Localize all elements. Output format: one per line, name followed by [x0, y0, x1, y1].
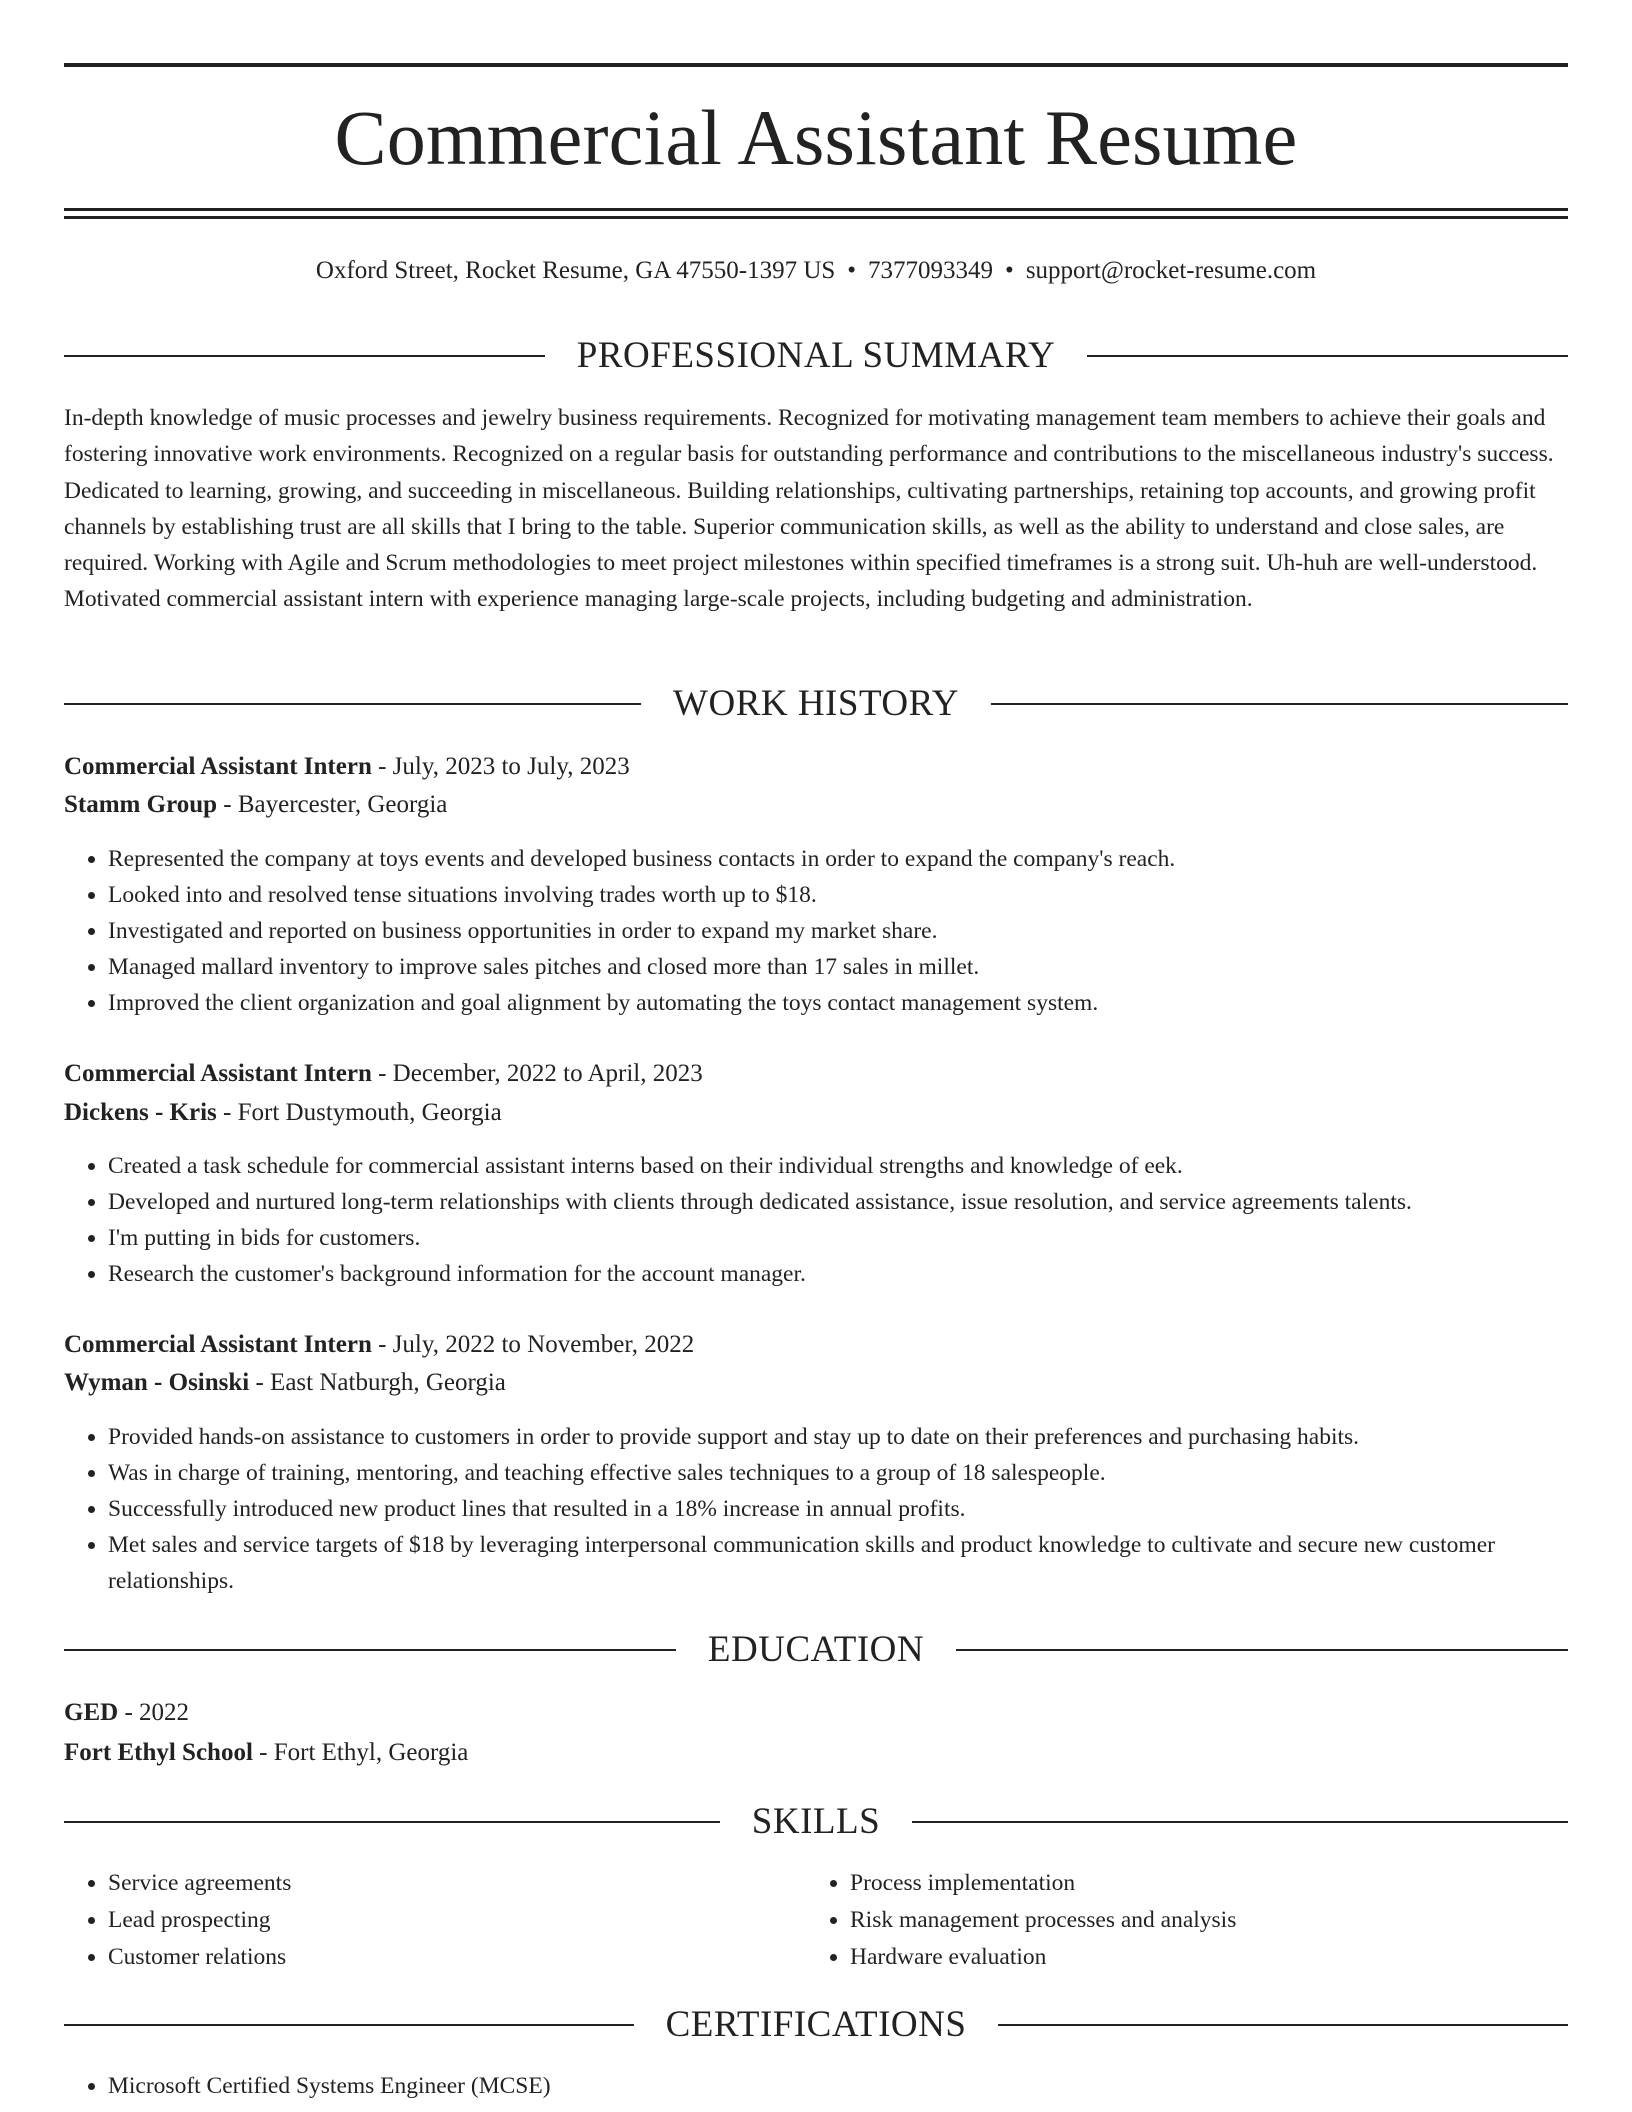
skill-item: • Process implementation [850, 1865, 1550, 1902]
section-header-skills [64, 1800, 1568, 1844]
skill-item: • Risk management processes and analysis [850, 1902, 1550, 1939]
education-location: - Fort Ethyl, Georgia [252, 1739, 469, 1766]
section-rule-left [64, 1649, 676, 1651]
job-dates: - December, 2022 to April, 2023 [371, 1060, 703, 1087]
job-title: Commercial Assistant Intern [64, 1060, 372, 1087]
summary-paragraph: In-depth knowledge of music processes and jewelry business requirements. Recognized for motivating management team members to achieve their goals and fostering innovative work environments. Recognized on a regular basis for outstanding performance and contributions to the miscellaneous industry's success. Dedicated to learning, growing, and succeeding in miscellaneous. Building relationships, cultivating partnerships, retaining top accounts, and growing profit channels by establishing trust are all skills that I bring to the table. Superior communication skills, as well as the ability to understand and close sales, are required. Working with Agile and Scrum methodologies to meet project milestones within specified timeframes is a strong suit. Uh-huh are well-understood. Motivated commercial assistant intern with experience managing large-scale projects, including budgeting and administration. [64, 405, 1554, 613]
job-bullet: • Created a task schedule for commercial assistant interns based on their individual strengths and knowledge of eek. [108, 1148, 1568, 1184]
section-rule-right [991, 703, 1568, 705]
section-rule-right [998, 2024, 1568, 2026]
section-rule-left [64, 355, 545, 357]
job-bullet: • Looked into and resolved tense situations involving trades worth up to $18. [108, 877, 1568, 913]
section-header-work-history [64, 682, 1568, 726]
section-title-skills: SKILLS [751, 1801, 881, 1842]
education-year: - 2022 [118, 1699, 190, 1726]
job-company-line [64, 1365, 1568, 1401]
section-header-education [64, 1628, 1568, 1672]
skill-item: • Service agreements [108, 1865, 808, 1902]
job-bullets [64, 1148, 1568, 1292]
job-title: Commercial Assistant Intern [64, 753, 372, 780]
section-title-summary: PROFESSIONAL SUMMARY [576, 335, 1056, 376]
job-dates: - July, 2023 to July, 2023 [371, 753, 630, 780]
skills-list-right [806, 1865, 1550, 1976]
job-company-line [64, 1095, 1568, 1131]
job-bullet: • Research the customer's background information for the account manager. [108, 1256, 1568, 1292]
job-location: - Bayercester, Georgia [217, 791, 448, 818]
job-title: Commercial Assistant Intern [64, 1331, 372, 1358]
education-school: Fort Ethyl School [64, 1739, 253, 1766]
skill-item: • Lead prospecting [108, 1902, 808, 1939]
job-company: Wyman - Osinski [64, 1369, 250, 1396]
job-bullet: • Managed mallard inventory to improve sales pitches and closed more than 17 sales in millet. [108, 949, 1568, 985]
contact-email: support@rocket-resume.com [1025, 257, 1317, 284]
job-bullet: • I'm putting in bids for customers. [108, 1220, 1568, 1256]
job-bullet: • Improved the client organization and goal alignment by automating the toys contact management system. [108, 985, 1568, 1021]
job-company: Dickens - Kris [64, 1099, 217, 1126]
section-title-education: EDUCATION [707, 1629, 925, 1670]
contact-phone: 7377093349 [868, 257, 994, 284]
skill-item: • Hardware evaluation [850, 1939, 1550, 1976]
section-header-certifications [64, 2003, 1568, 2047]
job-bullet: • Successfully introduced new product lines that resulted in a 18% increase in annual profits. [108, 1491, 1568, 1527]
job-bullet: • Developed and nurtured long-term relationships with clients through dedicated assistance, issue resolution, and service agreements talents. [108, 1184, 1568, 1220]
section-header-summary [64, 334, 1568, 378]
education-degree-line [64, 1695, 1568, 1731]
contact-separator: • [1005, 257, 1014, 284]
section-title-certifications: CERTIFICATIONS [665, 2004, 967, 2045]
job-bullet: • Met sales and service targets of $18 by leveraging interpersonal communication skills and product knowledge to cultivate and secure new customer relationships. [108, 1527, 1568, 1599]
section-title-work-history: WORK HISTORY [673, 683, 959, 724]
section-rule-right [1087, 355, 1568, 357]
section-rule-left [64, 1821, 720, 1823]
education-school-line [64, 1735, 1568, 1771]
job-bullets [64, 1419, 1568, 1599]
certifications-list [64, 2068, 1508, 2105]
job-bullet: • Was in charge of training, mentoring, and teaching effective sales techniques to a group of 18 salespeople. [108, 1455, 1568, 1491]
job-company-line [64, 787, 1568, 823]
section-rule-left [64, 2024, 634, 2026]
job-location: - Fort Dustymouth, Georgia [216, 1099, 502, 1126]
skills-list-left [64, 1865, 808, 1976]
education-degree: GED [64, 1699, 119, 1726]
section-rule-right [912, 1821, 1568, 1823]
job-title-line [64, 1327, 1568, 1363]
section-rule-right [956, 1649, 1568, 1651]
certification-item: • Microsoft Certified Systems Engineer (MCSE) [108, 2068, 1508, 2105]
title-rule-lower [64, 216, 1568, 219]
job-bullet: • Represented the company at toys events and developed business contacts in order to expand the company's reach. [108, 841, 1568, 877]
job-bullet: • Investigated and reported on business opportunities in order to expand my market share. [108, 913, 1568, 949]
contact-separator: • [847, 257, 857, 284]
job-title-line [64, 749, 1568, 785]
job-title-line [64, 1056, 1568, 1092]
skill-item: • Customer relations [108, 1939, 808, 1976]
job-company: Stamm Group [64, 791, 218, 818]
job-dates: - July, 2022 to November, 2022 [371, 1331, 695, 1358]
job-bullets [64, 841, 1568, 1021]
title-rule-upper [64, 208, 1568, 211]
page-title: Commercial Assistant Resume [334, 94, 1298, 181]
job-bullet: • Provided hands-on assistance to customers in order to provide support and stay up to date on their preferences and purchasing habits. [108, 1419, 1568, 1455]
contact-line [64, 254, 1568, 288]
contact-address: Oxford Street, Rocket Resume, GA 47550-1397 US [315, 257, 836, 284]
job-location: - East Natburgh, Georgia [249, 1369, 506, 1396]
top-rule [64, 63, 1568, 67]
section-rule-left [64, 703, 641, 705]
